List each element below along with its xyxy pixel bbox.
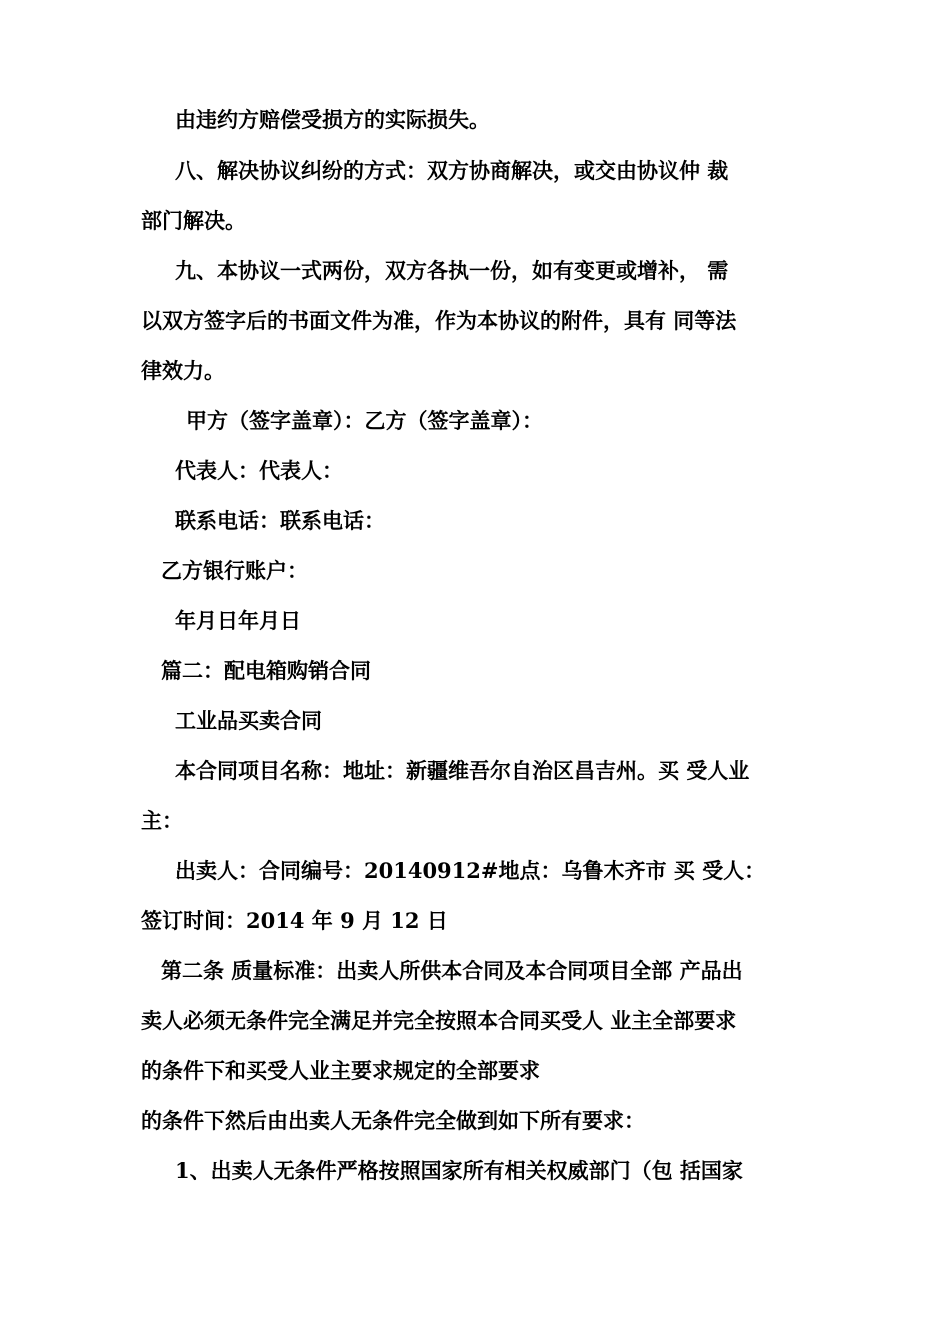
text-line: 的条件下和买受人业主要求规定的全部要求 — [141, 1058, 540, 1083]
bank-account-line: 乙方银行账户： — [161, 558, 308, 583]
text-line: 的条件下然后由出卖人无条件完全做到如下所有要求： — [141, 1108, 645, 1133]
text-line: 以双方签字后的书面文件为准，作为本协议的附件，具有 同等法 — [141, 308, 737, 333]
date-line: 年月日年月日 — [175, 608, 301, 633]
text-line: 九、本协议一式两份，双方各执一份，如有变更或增补， 需 — [175, 258, 729, 283]
text-line: 卖人必须无条件完全满足并完全按照本合同买受人 业主全部要求 — [141, 1008, 737, 1033]
text-line: 签订时间：2014 年 9 月 12 日 — [141, 908, 448, 933]
text-line: 主： — [141, 808, 183, 833]
signature-heading-line: 甲方（签字盖章）：乙方（签字盖章）： — [186, 408, 543, 433]
text-line: 律效力。 — [141, 358, 225, 383]
text-line: 第二条 质量标准：出卖人所供本合同及本合同项目全部 产品出 — [161, 958, 743, 983]
text-line: 部门解决。 — [141, 208, 246, 233]
text-line: 本合同项目名称：地址：新疆维吾尔自治区昌吉州。买 受人业 — [175, 758, 750, 783]
contract-title: 工业品买卖合同 — [175, 708, 322, 733]
text-line: 1、出卖人无条件严格按照国家所有相关权威部门（包 括国家 — [175, 1158, 743, 1183]
text-line: 八、解决协议纠纷的方式：双方协商解决，或交由协议仲 裁 — [175, 158, 729, 183]
phone-line: 联系电话：联系电话： — [175, 508, 385, 533]
text-line: 出卖人：合同编号：20140912#地点：乌鲁木齐市 买 受人： — [175, 858, 766, 883]
text-line: 由违约方赔偿受损方的实际损失。 — [175, 107, 490, 132]
section-heading: 篇二：配电箱购销合同 — [161, 658, 371, 683]
representative-line: 代表人：代表人： — [175, 458, 343, 483]
